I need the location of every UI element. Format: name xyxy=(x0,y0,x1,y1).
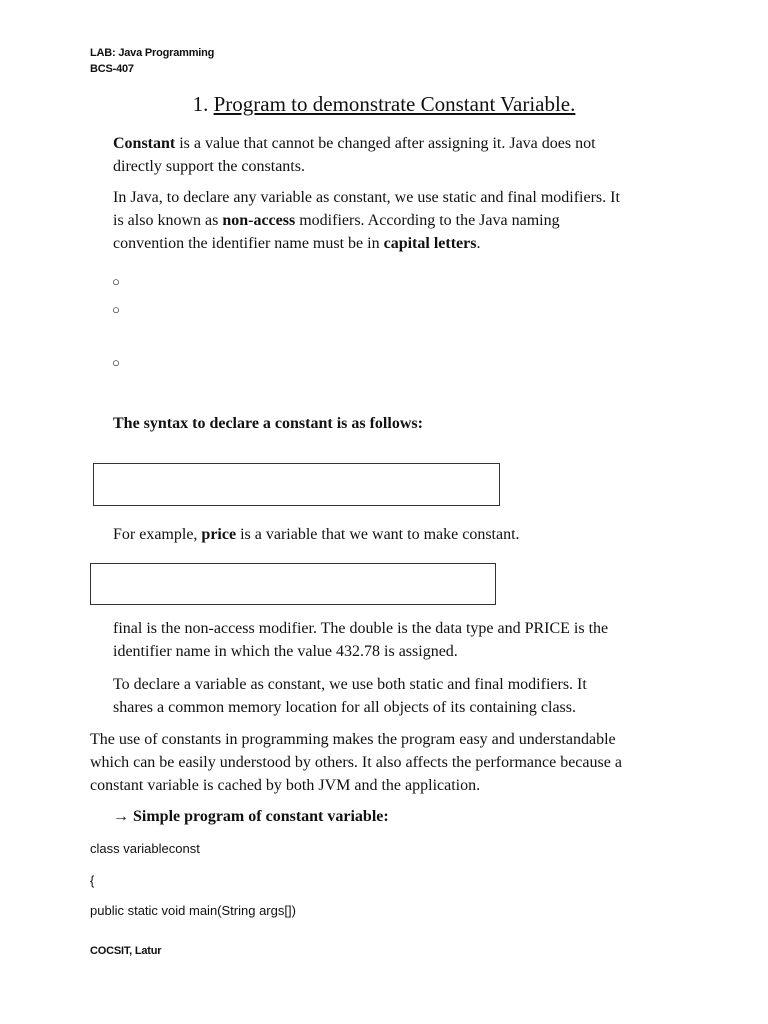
term-non-access: non-access xyxy=(222,212,296,229)
code-line-1: class variableconst xyxy=(90,841,200,856)
title-number: 1. xyxy=(192,92,209,116)
para2-line2a: is also known as xyxy=(113,212,223,229)
para3-line1: final is the non-access modifier. The double is the data type and PRICE is the xyxy=(113,620,609,637)
paragraph-java-constant xyxy=(113,186,620,255)
bullet-2: ○ xyxy=(112,302,120,317)
program-heading-text: Simple program of constant variable: xyxy=(133,808,389,825)
example-a: For example, xyxy=(113,526,202,543)
term-constant: Constant xyxy=(113,135,176,152)
para4-line1: To declare a variable as constant, we use both static and final modifiers. It xyxy=(113,676,587,693)
program-heading xyxy=(113,805,389,828)
arrow-right-icon: → xyxy=(113,808,129,825)
term-price: price xyxy=(201,526,237,543)
para5-line2: which can be easily understood by others. It also affects the performance because a xyxy=(90,754,622,771)
syntax-box xyxy=(93,463,500,506)
bullet-3: ○ xyxy=(112,355,120,370)
para4-line2: shares a common memory location for all objects of its containing class. xyxy=(113,699,576,716)
paragraph-static-final xyxy=(113,673,587,719)
para2-line3b: . xyxy=(476,235,481,252)
footer-institute: COCSIT, Latur xyxy=(90,945,162,957)
para2-line1: In Java, to declare any variable as constant, we use static and final modifiers. It xyxy=(113,189,620,206)
example-b: is a variable that we want to make constant. xyxy=(236,526,520,543)
para1-line2: directly support the constants. xyxy=(113,158,305,175)
term-capital-letters: capital letters xyxy=(383,235,477,252)
paragraph-constant-definition xyxy=(113,132,596,178)
para5-line1: The use of constants in programming makes the program easy and understandable xyxy=(90,731,616,748)
paragraph-constants-use xyxy=(90,728,622,797)
paragraph-final-explanation xyxy=(113,617,608,663)
code-line-3: public static void main(String args[]) xyxy=(90,903,296,918)
bullet-1: ○ xyxy=(112,274,120,289)
code-line-2: { xyxy=(90,873,95,888)
header-course-code: BCS-407 xyxy=(90,63,134,75)
para2-line2b: modifiers. According to the Java naming xyxy=(295,212,560,229)
para2-line3a: convention the identifier name must be in xyxy=(113,235,384,252)
para1-line1: is a value that cannot be changed after assigning it. Java does not xyxy=(175,135,596,152)
para3-line2: identifier name in which the value 432.78 is assigned. xyxy=(113,643,458,660)
syntax-heading: The syntax to declare a constant is as follows: xyxy=(113,415,423,432)
header-lab: LAB: Java Programming xyxy=(90,47,215,59)
page-title xyxy=(0,92,768,117)
title-text: Program to demonstrate Constant Variable. xyxy=(213,92,576,116)
example-box xyxy=(90,563,496,605)
para5-line3: constant variable is cached by both JVM and the application. xyxy=(90,777,481,794)
example-paragraph xyxy=(113,523,520,546)
